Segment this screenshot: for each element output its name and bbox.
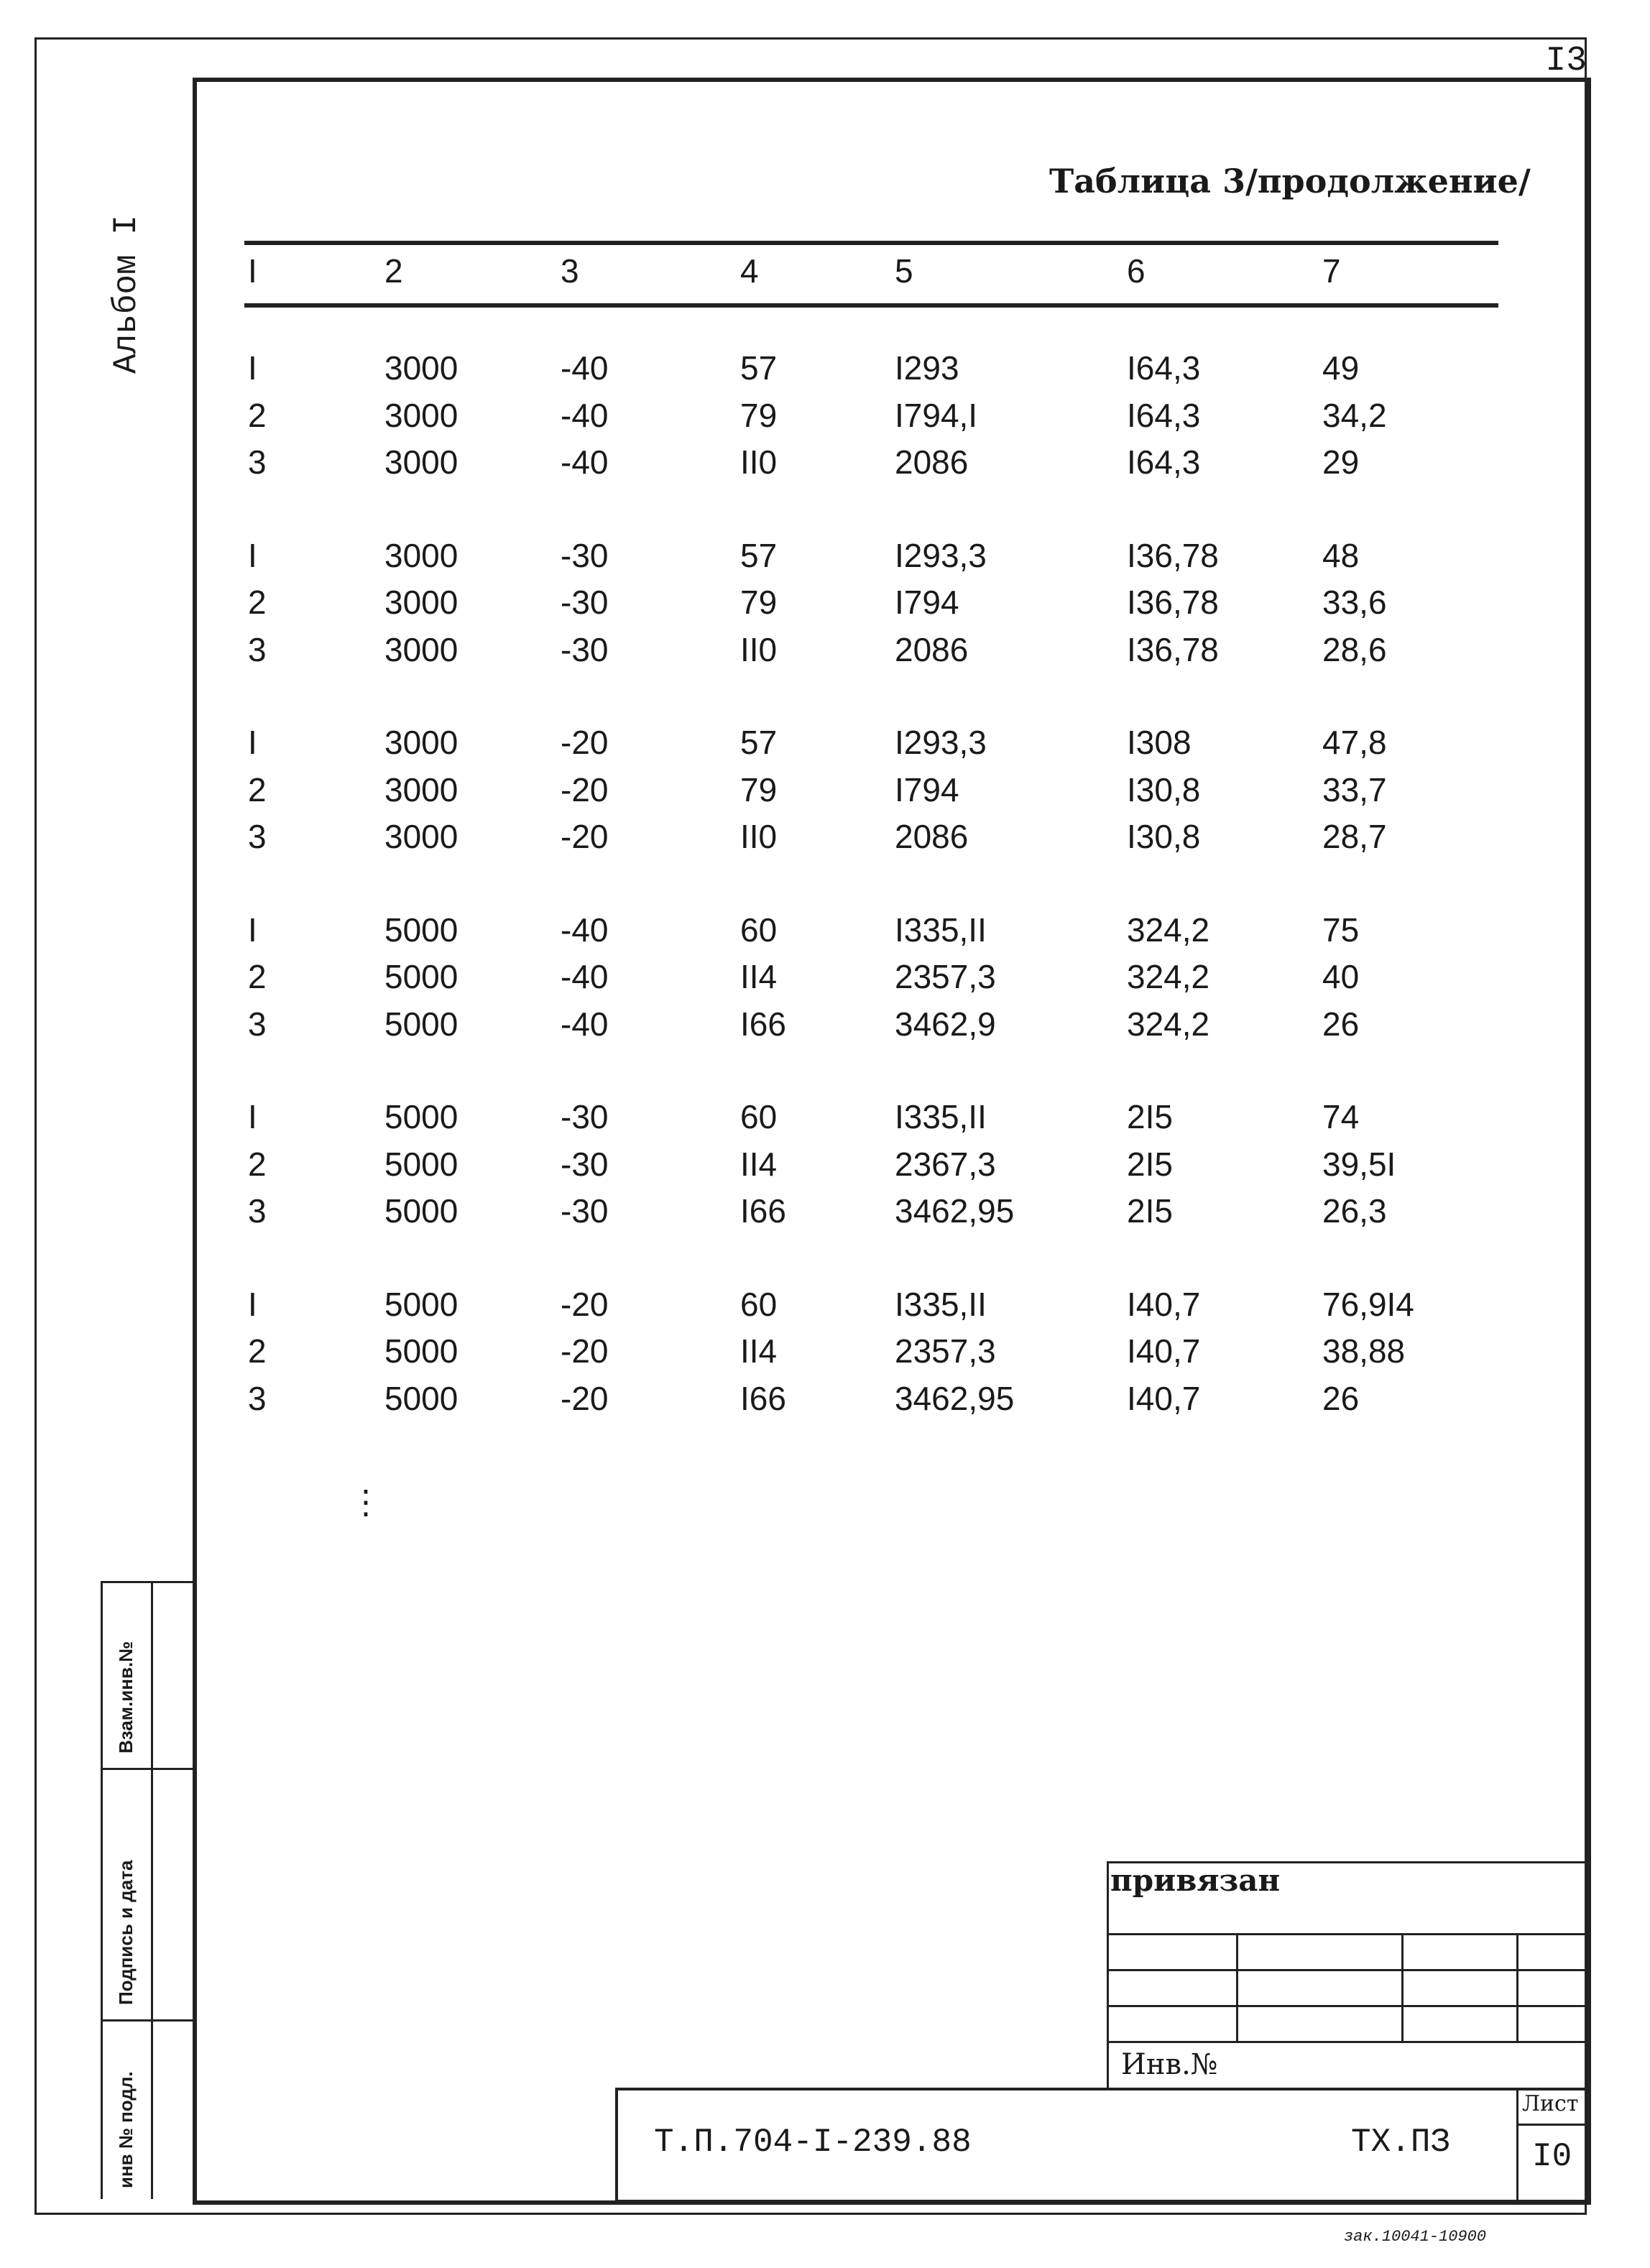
table-cell: 3462,95 xyxy=(895,1379,1015,1417)
table-cell: 5000 xyxy=(384,1145,458,1183)
table-cell: 33,6 xyxy=(1322,584,1387,621)
table-cell: 75 xyxy=(1322,911,1360,949)
table-cell: 3000 xyxy=(384,630,458,668)
table-cell: -40 xyxy=(561,958,609,995)
table-cell: 2086 xyxy=(895,443,969,481)
column-header: 3 xyxy=(561,252,579,290)
table-cell: II4 xyxy=(740,1145,778,1183)
table-cell: 60 xyxy=(740,1098,778,1135)
table-cell: 26 xyxy=(1322,1005,1360,1043)
table-cell: I36,78 xyxy=(1127,630,1219,668)
table-cell: 3 xyxy=(248,818,267,855)
table-cell: 26,3 xyxy=(1322,1192,1387,1230)
table-cell: I308 xyxy=(1127,724,1192,761)
table-cell: I40,7 xyxy=(1127,1379,1201,1417)
page-number: I3 xyxy=(1545,42,1587,80)
table-cell: 324,2 xyxy=(1127,1005,1210,1043)
table-cell: I64,3 xyxy=(1127,349,1201,387)
stamp-bound-label: привязан xyxy=(1110,1863,1281,1898)
table-cell: I66 xyxy=(740,1379,786,1417)
table-cell: 2357,3 xyxy=(895,1332,996,1370)
table-cell: -20 xyxy=(561,1285,609,1323)
table-cell: -40 xyxy=(561,1005,609,1043)
table-cell: 60 xyxy=(740,911,778,949)
stamp-divider xyxy=(1516,1933,1518,2041)
margin-box-rule xyxy=(101,2019,194,2022)
table-cell: 79 xyxy=(740,770,778,808)
table-cell: -20 xyxy=(561,770,609,808)
table-cell: I66 xyxy=(740,1192,786,1230)
table-cell: 3000 xyxy=(384,443,458,481)
table-cell: 40 xyxy=(1322,958,1360,995)
table-top-rule xyxy=(244,241,1498,245)
document-code: Т.П.704-I-239.88 xyxy=(654,2124,972,2161)
table-cell: 3000 xyxy=(384,584,458,621)
table-cell: 28,6 xyxy=(1322,630,1387,668)
table-cell: 5000 xyxy=(384,1379,458,1417)
column-header: 7 xyxy=(1322,252,1341,290)
table-cell: -30 xyxy=(561,1192,609,1230)
table-cell: I293,3 xyxy=(895,536,987,574)
table-cell: -20 xyxy=(561,724,609,761)
table-cell: 3000 xyxy=(384,724,458,761)
table-cell: I64,3 xyxy=(1127,396,1201,434)
footer-note: зак.10041-10900 xyxy=(1344,2228,1487,2246)
sheet-box-rule xyxy=(1516,2124,1591,2126)
continuation-dots: ⋮ xyxy=(349,1486,382,1523)
table-cell: 3000 xyxy=(384,770,458,808)
table-cell: 5000 xyxy=(384,1098,458,1135)
table-cell: 29 xyxy=(1322,443,1360,481)
table-cell: I794 xyxy=(895,770,959,808)
table-cell: 3000 xyxy=(384,396,458,434)
table-cell: 34,2 xyxy=(1322,396,1387,434)
table-cell: 57 xyxy=(740,724,778,761)
album-label: Альбом I xyxy=(108,215,145,374)
table-cell: 2 xyxy=(248,1145,267,1183)
table-cell: 2 xyxy=(248,770,267,808)
table-cell: I293,3 xyxy=(895,724,987,761)
table-cell: I335,II xyxy=(895,1285,987,1323)
column-header: 5 xyxy=(895,252,913,290)
table-cell: 2 xyxy=(248,958,267,995)
table-cell: -30 xyxy=(561,584,609,621)
table-cell: -20 xyxy=(561,818,609,855)
table-cell: 3 xyxy=(248,1005,267,1043)
table-cell: I xyxy=(248,1098,257,1135)
table-cell: 38,88 xyxy=(1322,1332,1406,1370)
table-cell: -40 xyxy=(561,396,609,434)
table-cell: II0 xyxy=(740,630,778,668)
table-cell: I xyxy=(248,1285,257,1323)
table-cell: I335,II xyxy=(895,911,987,949)
table-cell: I335,II xyxy=(895,1098,987,1135)
table-cell: 79 xyxy=(740,584,778,621)
table-cell: 2 xyxy=(248,584,267,621)
table-cell: 2367,3 xyxy=(895,1145,996,1183)
margin-box-divider xyxy=(151,1581,153,2199)
column-header: 2 xyxy=(384,252,403,290)
table-cell: 57 xyxy=(740,536,778,574)
sheet-number: I0 xyxy=(1532,2138,1572,2175)
table-cell: I293 xyxy=(895,349,959,387)
table-cell: 2I5 xyxy=(1127,1098,1173,1135)
stamp-divider xyxy=(1236,1933,1238,2041)
table-title: Таблица 3/продолжение/ xyxy=(1049,162,1531,200)
margin-box-rule xyxy=(101,1768,194,1770)
table-cell: 2 xyxy=(248,396,267,434)
table-cell: 3462,95 xyxy=(895,1192,1015,1230)
table-cell: 324,2 xyxy=(1127,958,1210,995)
signature-date-label: Подпись и дата xyxy=(115,1860,137,2005)
table-cell: I794,I xyxy=(895,396,978,434)
replaces-inv-label: Взам.инв.№ xyxy=(115,1641,137,1753)
table-cell: 47,8 xyxy=(1322,724,1387,761)
table-cell: 2I5 xyxy=(1127,1192,1173,1230)
table-cell: -20 xyxy=(561,1379,609,1417)
table-cell: 57 xyxy=(740,349,778,387)
table-cell: 2 xyxy=(248,1332,267,1370)
table-cell: 2086 xyxy=(895,630,969,668)
table-cell: II0 xyxy=(740,443,778,481)
table-cell: 3000 xyxy=(384,818,458,855)
table-cell: 76,9I4 xyxy=(1322,1285,1414,1323)
stamp-divider xyxy=(1401,1933,1404,2041)
table-cell: 5000 xyxy=(384,1005,458,1043)
table-cell: I xyxy=(248,724,257,761)
stamp-inv-label: Инв.№ xyxy=(1121,2048,1218,2081)
table-cell: II4 xyxy=(740,958,778,995)
column-header: I xyxy=(248,252,257,290)
table-cell: I30,8 xyxy=(1127,818,1201,855)
table-cell: 28,7 xyxy=(1322,818,1387,855)
table-cell: I36,78 xyxy=(1127,536,1219,574)
table-cell: 79 xyxy=(740,396,778,434)
table-cell: -30 xyxy=(561,1145,609,1183)
table-cell: I xyxy=(248,536,257,574)
table-cell: 60 xyxy=(740,1285,778,1323)
table-cell: II4 xyxy=(740,1332,778,1370)
table-cell: 49 xyxy=(1322,349,1360,387)
table-cell: I40,7 xyxy=(1127,1332,1201,1370)
table-cell: -30 xyxy=(561,630,609,668)
table-cell: 5000 xyxy=(384,1285,458,1323)
table-cell: 33,7 xyxy=(1322,770,1387,808)
document-section: ТХ.ПЗ xyxy=(1351,2124,1451,2161)
table-cell: 74 xyxy=(1322,1098,1360,1135)
table-cell: 3 xyxy=(248,630,267,668)
table-cell: I794 xyxy=(895,584,959,621)
table-cell: I xyxy=(248,911,257,949)
table-cell: I36,78 xyxy=(1127,584,1219,621)
table-cell: -30 xyxy=(561,536,609,574)
table-cell: -40 xyxy=(561,911,609,949)
table-header-rule xyxy=(244,303,1498,308)
inv-original-label: инв № подл. xyxy=(115,2071,137,2188)
table-cell: I30,8 xyxy=(1127,770,1201,808)
table-cell: 48 xyxy=(1322,536,1360,574)
table-cell: I40,7 xyxy=(1127,1285,1201,1323)
table-cell: 39,5I xyxy=(1322,1145,1396,1183)
table-cell: 3 xyxy=(248,1192,267,1230)
table-cell: 5000 xyxy=(384,911,458,949)
stamp-rule xyxy=(1107,2041,1591,2043)
table-cell: 3462,9 xyxy=(895,1005,996,1043)
table-cell: II0 xyxy=(740,818,778,855)
table-cell: -40 xyxy=(561,443,609,481)
table-cell: 3 xyxy=(248,443,267,481)
table-cell: 5000 xyxy=(384,1332,458,1370)
table-cell: I64,3 xyxy=(1127,443,1201,481)
table-cell: I66 xyxy=(740,1005,786,1043)
column-header: 6 xyxy=(1127,252,1146,290)
table-cell: 2086 xyxy=(895,818,969,855)
table-cell: -40 xyxy=(561,349,609,387)
table-cell: 3000 xyxy=(384,349,458,387)
table-cell: 2357,3 xyxy=(895,958,996,995)
table-cell: 3 xyxy=(248,1379,267,1417)
table-cell: 26 xyxy=(1322,1379,1360,1417)
column-header: 4 xyxy=(740,252,759,290)
table-cell: I xyxy=(248,349,257,387)
table-cell: 2I5 xyxy=(1127,1145,1173,1183)
table-cell: -20 xyxy=(561,1332,609,1370)
table-cell: 3000 xyxy=(384,536,458,574)
table-cell: 324,2 xyxy=(1127,911,1210,949)
table-cell: 5000 xyxy=(384,1192,458,1230)
table-cell: 5000 xyxy=(384,958,458,995)
table-cell: -30 xyxy=(561,1098,609,1135)
sheet-label: Лист xyxy=(1522,2091,1579,2116)
